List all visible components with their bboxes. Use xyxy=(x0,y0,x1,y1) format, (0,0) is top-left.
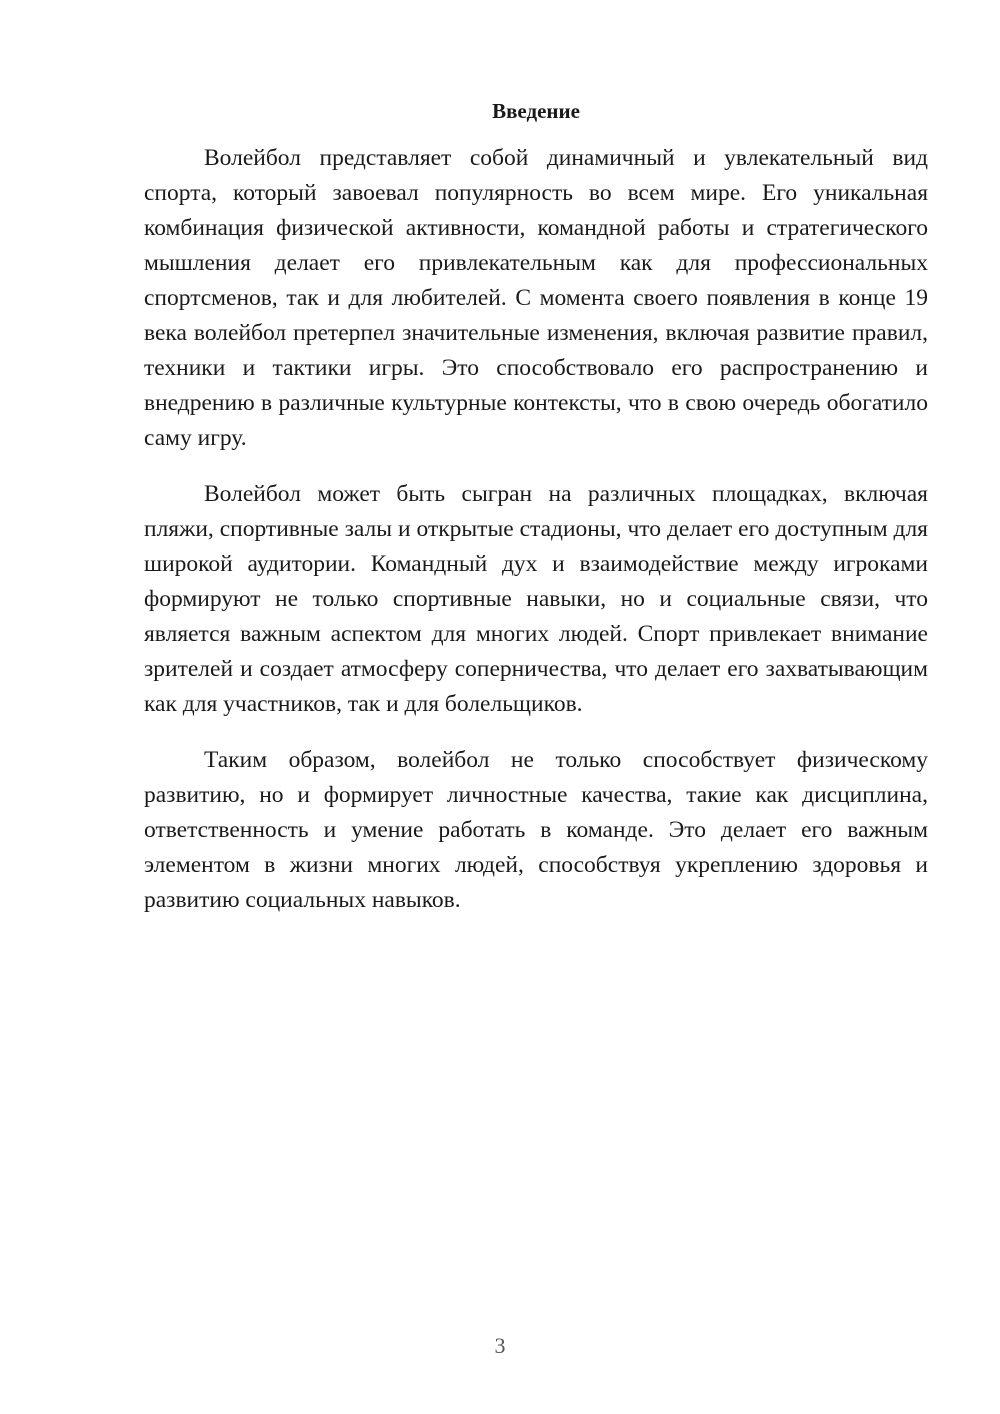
section-heading: Введение xyxy=(492,99,580,123)
page-number: 3 xyxy=(494,1333,506,1358)
paragraph-3: Таким образом, волейбол не только способствует физическому развитию, но и формирует личностные качества, такие как дисциплина, ответственность и умение работать в команде. Это делает его важным элементом в жизни многих людей, способствуя укреплению здоровья и развитию социальных навыков. xyxy=(144,747,928,913)
paragraph-2: Волейбол может быть сыгран на различных площадках, включая пляжи, спортивные залы и открытые стадионы, что делает его доступным для широкой аудитории. Командный дух и взаимодействие между игроками формируют не только спортивные навыки, но и социальные связи, что является важным аспектом для многих людей. Спорт привлекает внимание зрителей и создает атмосферу соперничества, что делает его захватывающим как для участников, так и для болельщиков. xyxy=(144,481,928,717)
page-content xyxy=(144,96,928,939)
paragraph-1: Волейбол представляет собой динамичный и увлекательный вид спорта, который завоевал популярность во всем мире. Его уникальная комбинация физической активности, командной работы и стратегического мышления делает его привлекательным как для профессиональных спортсменов, так и для любителей. С момента своего появления в конце 19 века волейбол претерпел значительные изменения, включая развитие правил, техники и тактики игры. Это способствовало его распространению и внедрению в различные культурные контексты, что в свою очередь обогатило саму игру. xyxy=(144,145,928,451)
